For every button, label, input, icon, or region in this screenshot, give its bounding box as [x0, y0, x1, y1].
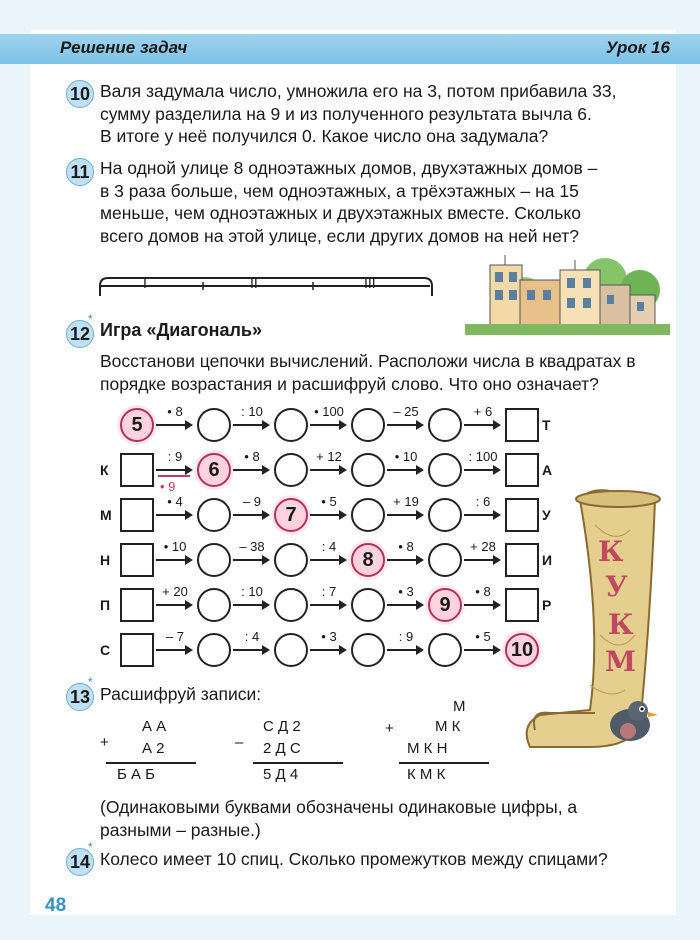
chain-answer-square	[120, 543, 154, 577]
segment-label-2: II	[250, 275, 258, 291]
chain-arrow	[464, 424, 499, 426]
chain-arrow	[156, 604, 191, 606]
chain-operation: • 8	[244, 449, 260, 464]
task-13-title: Расшифруй записи:	[100, 684, 262, 704]
task-11-number: 11	[66, 158, 94, 186]
task-12-title: Игра «Диагональ»	[100, 320, 262, 340]
chain-arrow	[464, 514, 499, 516]
chain-operation: • 100	[314, 404, 344, 419]
chain-empty-circle	[197, 408, 231, 442]
chain-empty-circle	[197, 543, 231, 577]
chain-right-letter: Т	[542, 417, 551, 433]
chain-operation: : 10	[241, 404, 263, 419]
chain-arrow	[310, 559, 345, 561]
chain-arrow	[233, 469, 268, 471]
task-14-star: *	[88, 840, 93, 854]
chain-left-letter: С	[100, 642, 111, 658]
chain-arrow	[156, 559, 191, 561]
chain-arrow	[156, 424, 191, 426]
chain-operation: : 4	[244, 629, 260, 644]
task-13-number: 13	[66, 683, 94, 711]
chain-operation: • 10	[163, 539, 187, 554]
chain-operation: – 25	[393, 404, 419, 419]
chain-left-letter: К	[100, 462, 109, 478]
chain-arrow	[387, 469, 422, 471]
scroll-letter-4: М	[605, 645, 636, 678]
chain-arrow	[233, 514, 268, 516]
chain-operation: – 38	[239, 539, 265, 554]
chain-empty-circle	[428, 633, 462, 667]
chain-left-letter: П	[100, 597, 111, 613]
chain-empty-circle	[197, 588, 231, 622]
chain-empty-circle	[274, 633, 308, 667]
segment-label-3: III	[364, 275, 376, 291]
chain-given-number: 7	[274, 498, 308, 532]
chain-right-letter: У	[542, 507, 551, 523]
chain-answer-square	[120, 588, 154, 622]
chain-operation: • 8	[398, 539, 414, 554]
chain-empty-circle	[274, 408, 308, 442]
chain-right-letter: А	[542, 462, 553, 478]
houses-illustration	[465, 250, 670, 335]
chain-back-arrow	[158, 475, 190, 477]
chain-operation: : 6	[475, 494, 491, 509]
chain-empty-circle	[351, 453, 385, 487]
task-12-number: 12	[66, 320, 94, 348]
chain-arrow	[387, 514, 422, 516]
chain-arrow	[233, 604, 268, 606]
chain-left-letter: Н	[100, 552, 111, 568]
chain-left-letter: М	[100, 507, 112, 523]
chain-arrow	[310, 469, 345, 471]
chain-operation: + 28	[470, 539, 496, 554]
task-11-text: На одной улице 8 одноэтажных домов, двухэтажных домов – в 3 раза больше, чем одноэтажных, а трёхэтажных – на 15 меньше, чем одноэтажных и двухэтажных вместе. Сколько всего домов на этой улице, если других домов на ней нет?	[100, 158, 598, 246]
chain-operation: : 9	[398, 629, 414, 644]
chain-answer-square	[120, 633, 154, 667]
chain-operation: • 4	[167, 494, 183, 509]
chain-arrow	[464, 649, 499, 651]
task-13-note: (Одинаковыми буквами обозначены одинаковые цифры, а разными – разные.)	[100, 797, 578, 840]
task-10-text: Валя задумала число, умножила его на 3, потом прибавила 33, сумму разделила на 9 и из полученного результата вычла 6. В итоге у неё получился 0. Какое число она задумала?	[100, 81, 617, 146]
chain-arrow	[233, 559, 268, 561]
chain-arrow	[387, 559, 422, 561]
header-lesson: Урок 16	[605, 38, 670, 57]
chain-empty-circle	[274, 453, 308, 487]
chain-answer-square	[120, 498, 154, 532]
chain-answer-square	[505, 408, 539, 442]
header-title: Решение задач	[60, 38, 188, 57]
chain-right-letter: Р	[542, 597, 552, 613]
task-12-star: *	[88, 312, 93, 326]
chain-empty-circle	[428, 453, 462, 487]
chain-given-number: 10	[505, 633, 539, 667]
chain-empty-circle	[428, 498, 462, 532]
chain-empty-circle	[197, 633, 231, 667]
chain-answer-square	[120, 453, 154, 487]
chain-operation: • 3	[398, 584, 414, 599]
chain-arrow	[310, 604, 345, 606]
chain-operation: • 5	[321, 494, 337, 509]
page-number: 48	[45, 895, 67, 916]
chain-empty-circle	[351, 408, 385, 442]
chain-empty-circle	[274, 543, 308, 577]
chain-arrow	[310, 649, 345, 651]
chain-operation: : 7	[321, 584, 337, 599]
chain-arrow	[156, 649, 191, 651]
chain-arrow	[233, 424, 268, 426]
chain-given-number: 6	[197, 453, 231, 487]
chain-arrow	[464, 559, 499, 561]
chain-operation: • 5	[475, 629, 491, 644]
chain-operation: : 10	[241, 584, 263, 599]
chain-operation: • 3	[321, 629, 337, 644]
chain-arrow	[464, 469, 499, 471]
chain-operation: • 10	[394, 449, 418, 464]
chain-operation: : 9	[167, 449, 183, 464]
chain-given-number: 9	[428, 588, 462, 622]
chain-operation: – 7	[165, 629, 185, 644]
chain-arrow	[464, 604, 499, 606]
chain-arrow	[233, 649, 268, 651]
chain-arrow	[310, 514, 345, 516]
chain-operation: + 6	[473, 404, 493, 419]
chain-arrow	[156, 514, 191, 516]
scroll-illustration	[520, 485, 670, 760]
chain-empty-circle	[351, 588, 385, 622]
scroll-letter-2: У	[605, 570, 628, 603]
chain-right-letter: И	[542, 552, 553, 568]
segment-diagram	[98, 268, 434, 300]
task-12-text: Восстанови цепочки вычислений. Расположи числа в квадратах в порядке возрастания и расшифруй слово. Что оно означает?	[100, 351, 636, 394]
chain-operation: : 4	[321, 539, 337, 554]
chain-operation: + 20	[162, 584, 188, 599]
chain-arrow	[310, 424, 345, 426]
chain-answer-square	[505, 453, 539, 487]
chain-operation: • 8	[475, 584, 491, 599]
chain-empty-circle	[428, 543, 462, 577]
chain-arrow	[387, 649, 422, 651]
chain-back-operation: • 9	[160, 479, 176, 494]
chain-empty-circle	[428, 408, 462, 442]
chain-arrow	[387, 424, 422, 426]
chain-arrow	[156, 469, 191, 471]
chain-empty-circle	[274, 588, 308, 622]
task-14-text: Колесо имеет 10 спиц. Сколько промежутков между спицами?	[100, 849, 608, 869]
chain-given-number: 8	[351, 543, 385, 577]
chain-operation: + 12	[316, 449, 342, 464]
chain-given-number: 5	[120, 408, 154, 442]
chain-operation: : 100	[468, 449, 498, 464]
chain-empty-circle	[351, 633, 385, 667]
chain-empty-circle	[351, 498, 385, 532]
chain-operation: • 8	[167, 404, 183, 419]
task-10-number: 10	[66, 80, 94, 108]
task-13-star: *	[88, 675, 93, 689]
scroll-letter-1: К	[598, 535, 624, 568]
chain-operation: – 9	[242, 494, 262, 509]
chain-arrow	[387, 604, 422, 606]
chain-empty-circle	[197, 498, 231, 532]
task-14-number: 14	[66, 848, 94, 876]
chain-operation: + 19	[393, 494, 419, 509]
segment-label-1: I	[143, 275, 147, 291]
scroll-letter-3: К	[608, 608, 634, 641]
